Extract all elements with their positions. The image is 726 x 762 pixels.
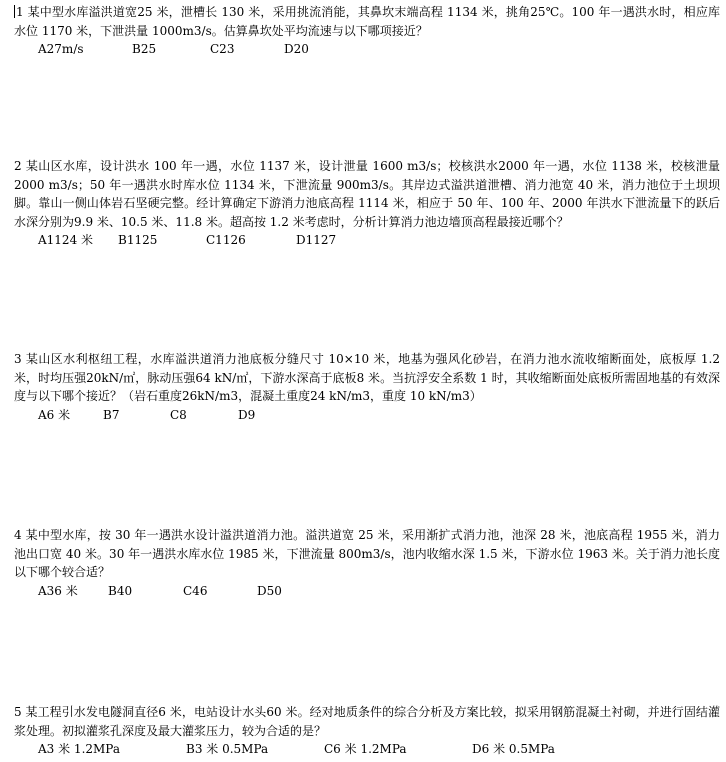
answer-options	[38, 582, 720, 600]
option-d: D6 米 0.5MPa	[472, 742, 555, 756]
question-5	[14, 703, 720, 758]
question-text: 1 某中型水库溢洪道宽25 米，泄槽长 130 米，采用挑流消能，其鼻坎末端高程 1134 米，挑角25℃。100 年一遇洪水时，相应库水位 1170 米，下泄洪量 1000m3/s。估算鼻坎处平均流速与以下哪项接近？	[14, 5, 720, 38]
option-c: C6 米 1.2MPa	[324, 742, 407, 756]
option-a: A27m/s	[38, 42, 84, 56]
option-a: A1124 米	[38, 233, 94, 247]
option-d: D20	[284, 42, 309, 56]
answer-options	[38, 231, 720, 249]
option-c: C23	[210, 42, 235, 56]
option-a: A3 米 1.2MPa	[38, 742, 120, 756]
option-d: D50	[257, 583, 282, 598]
option-c: C46	[183, 583, 208, 598]
answer-options	[38, 406, 720, 424]
question-text: 3 某山区水利枢纽工程，水库溢洪道消力池底板分缝尺寸 10×10 米，地基为强风化砂岩，在消力池水流收缩断面处，底板厚 1.2 米，时均压强20kN/㎡，脉动压强64 kN/㎡，下游水深高于底板8 米。当抗浮安全系数 1 时，其收缩断面处底板所需固地基的有效深度与以下哪个接近？（岩石重度26kN/m3，混凝土重度24 kN/m3，重度 10 kN/m3）	[14, 352, 720, 403]
question-text: 2 某山区水库，设计洪水 100 年一遇，水位 1137 米，设计泄量 1600 m3/s；校核洪水2000 年一遇，水位 1138 米，校核泄量 2000 m3/s；50 年一遇洪水时库水位 1134 米，下泄流量 900m3/s。其岸边式溢洪道泄槽、消力池宽 40 米，消力池位于土坝坝脚。靠山一侧山体岩石坚硬完整。经计算确定下游消力池底高程 1114 米，相应于 50 年、100 年、2000 年洪水下泄流量下的跃后水深分别为9.9 米、10.5 米、11.8 米。超高按 1.2 米考虑时，分析计算消力池边墙顶高程最接近哪个？	[14, 159, 720, 229]
answer-options	[38, 740, 720, 758]
option-b: B25	[132, 42, 157, 56]
option-a: A6 米	[38, 407, 71, 422]
option-a: A36 米	[38, 583, 78, 598]
answer-options	[38, 40, 720, 58]
question-1	[14, 3, 720, 58]
option-d: D9	[238, 407, 256, 422]
option-b: B7	[103, 407, 120, 422]
text-cursor	[14, 5, 15, 18]
option-b: B40	[108, 583, 133, 598]
option-d: D1127	[296, 233, 337, 247]
question-text: 5 某工程引水发电隧洞直径6 米，电站设计水头60 米。经对地质条件的综合分析及方案比较，拟采用钢筋混凝土衬砌，并进行固结灌浆处理。初拟灌浆孔深度及最大灌浆压力，较为合适的是？	[14, 705, 720, 738]
option-c: C1126	[206, 233, 246, 247]
option-b: B1125	[118, 233, 158, 247]
option-b: B3 米 0.5MPa	[186, 742, 269, 756]
question-2	[14, 157, 720, 249]
question-text: 4 某中型水库，按 30 年一遇洪水设计溢洪道消力池。溢洪道宽 25 米，采用渐扩式消力池，池深 28 米，池底高程 1955 米，消力池出口宽 40 米。30 年一遇洪水库水位 1985 米，下泄流量 800m3/s，池内收缩水深 1.5 米，下游水位 1963 米。关于消力池长度以下哪个较合适？	[14, 528, 720, 579]
option-c: C8	[170, 407, 187, 422]
question-4	[14, 526, 720, 600]
question-3	[14, 350, 720, 424]
